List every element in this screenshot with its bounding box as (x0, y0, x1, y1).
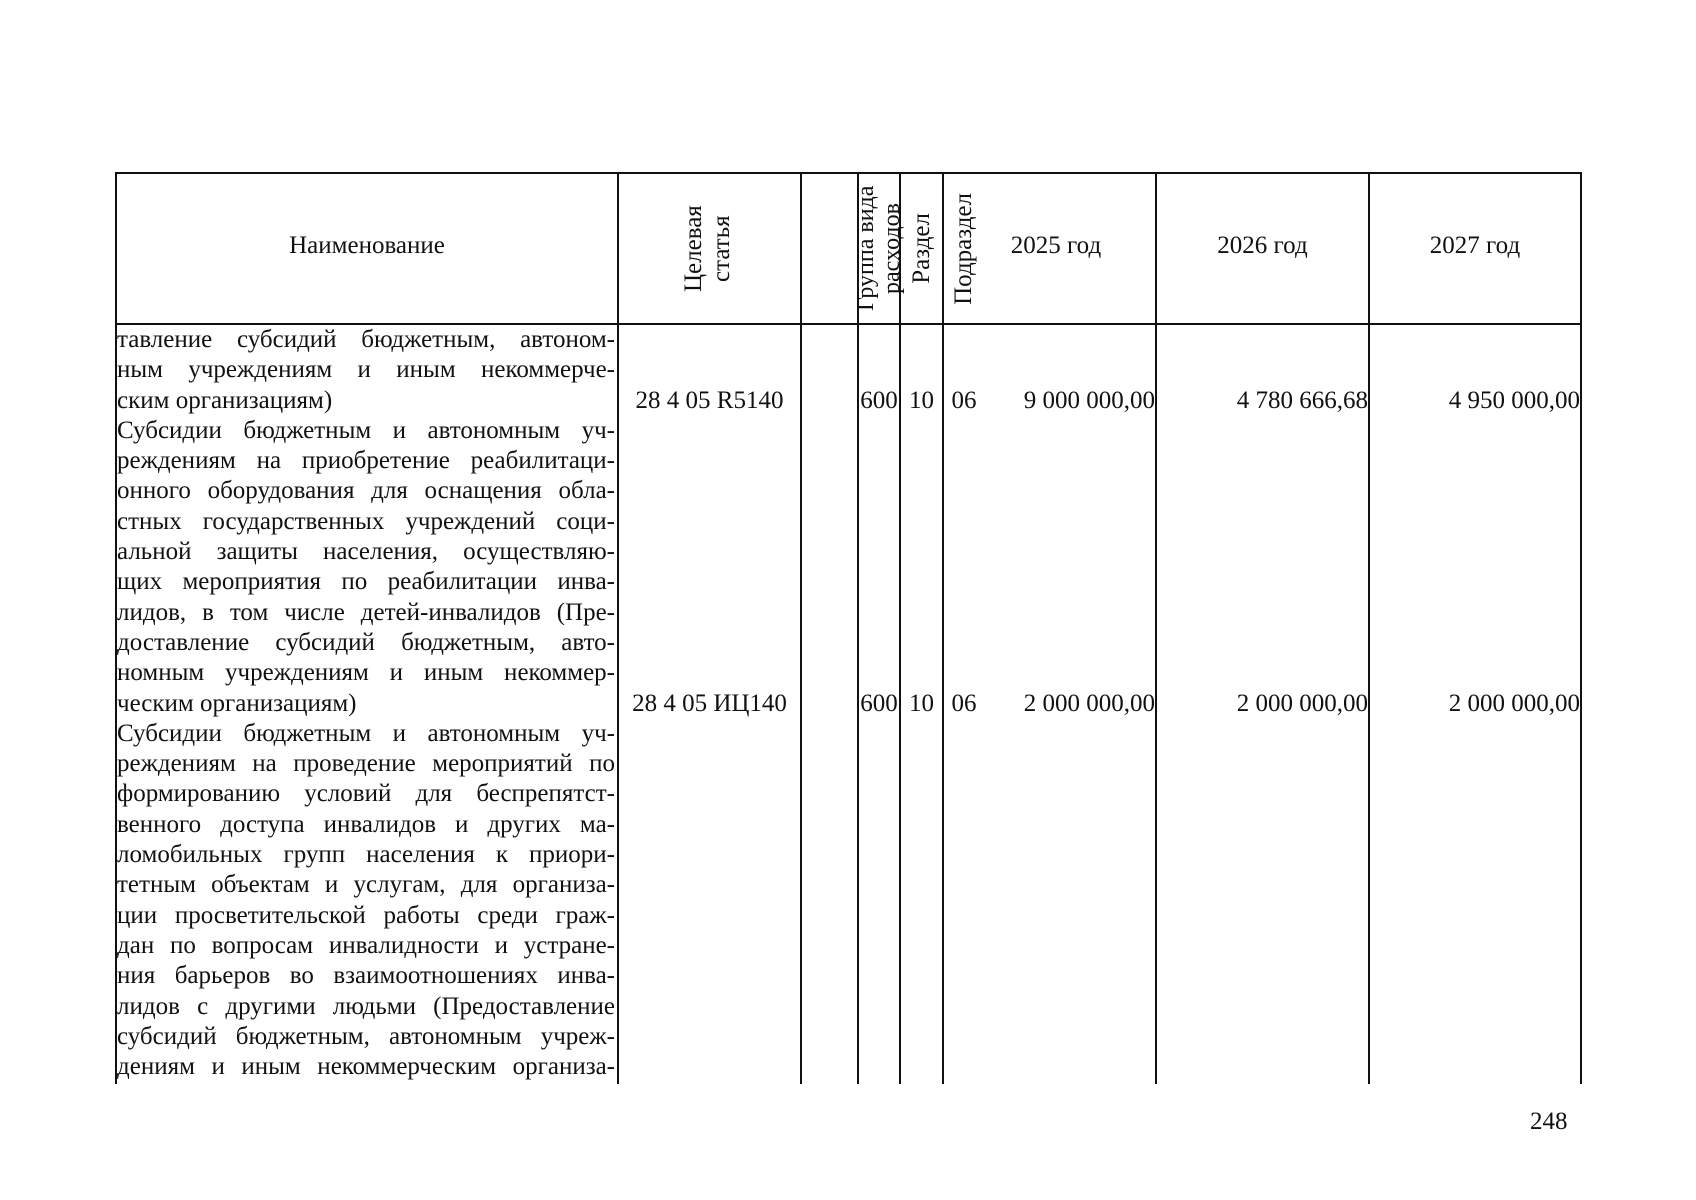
header-2025: 2025 год (1010, 232, 1102, 259)
col-divider-article (800, 172, 802, 1084)
header-section: Раздел (907, 213, 935, 284)
header-name: Наименование (289, 232, 445, 259)
header-expense-group: Группа вида расходов (853, 185, 905, 312)
row1-expense-group: 600 (860, 387, 898, 414)
name-line: ским организациям) (117, 386, 333, 414)
name-line: лидов с другими людьми (Предоставление (117, 992, 615, 1020)
name-line: реждениям на приобретение реабилитаци- (117, 447, 615, 475)
name-column-text (117, 325, 615, 1082)
row2-expense-group: 600 (860, 690, 898, 717)
row2-2025: 2 000 000,00 (1023, 690, 1155, 717)
row1-2027: 4 950 000,00 (1448, 387, 1580, 414)
name-line: тавление субсидий бюджетным, автоном- (117, 326, 615, 353)
name-line: ломобильных групп населения к приори- (117, 841, 615, 869)
name-line: дениям и иным некоммерческим организа- (117, 1053, 615, 1081)
name-line: Субсидии бюджетным и автономным уч- (117, 719, 615, 747)
name-line: стных государственных учреждений соци- (117, 507, 615, 535)
name-line: альной защиты населения, осуществляю- (117, 538, 615, 566)
name-line: лидов, в том числе детей-инвалидов (Пре- (117, 598, 615, 626)
name-line: щих мероприятия по реабилитации инва- (117, 568, 615, 596)
name-line: дан по вопросам инвалидности и устране- (117, 931, 615, 959)
name-line: доставление субсидий бюджетным, авто- (117, 628, 615, 656)
page-number: 248 (1530, 1108, 1568, 1135)
header-subsection: Подраздел (950, 192, 977, 305)
row2-2026: 2 000 000,00 (1236, 690, 1368, 717)
row2-2027: 2 000 000,00 (1448, 690, 1580, 717)
name-line: тетным объектам и услугам, для организа- (117, 871, 615, 899)
table-right-border (1580, 172, 1582, 1084)
name-line: субсидий бюджетным, автономным учреж- (117, 1022, 615, 1050)
col-divider-2025 (1155, 172, 1157, 1084)
header-target-article: Целевая статья (679, 205, 735, 292)
name-line: венного доступа инвалидов и других ма- (117, 810, 615, 838)
name-line: ным учреждениям и иным некоммерче- (117, 356, 615, 384)
name-line: ческим организациям) (117, 689, 357, 717)
row2-target-article: 28 4 05 ИЦ140 (632, 690, 787, 717)
header-2027: 2027 год (1429, 232, 1521, 259)
header-section-cell (901, 174, 942, 323)
name-line: онного оборудования для оснащения обла- (117, 477, 615, 505)
row1-section: 10 (909, 387, 934, 414)
row2-subsection: 06 (951, 690, 977, 717)
row1-target-article: 28 4 05 R5140 (635, 387, 784, 414)
table-top-border (115, 172, 1582, 174)
budget-table (115, 172, 1582, 1084)
name-line: номным учреждениям и иным некоммер- (117, 659, 615, 687)
header-expense-group-cell (853, 174, 905, 323)
name-line: ции просветительской работы среди граж- (117, 901, 615, 929)
row2-section: 10 (909, 690, 934, 717)
row1-2026: 4 780 666,68 (1236, 387, 1368, 414)
name-line: реждениям на проведение мероприятий по (117, 750, 615, 778)
name-line: ния барьеров во взаимоотношениях инва- (117, 962, 615, 990)
name-line: Субсидии бюджетным и автономным уч- (117, 416, 615, 444)
header-target-article-cell (619, 174, 800, 323)
col-divider-2026 (1368, 172, 1370, 1084)
header-2026: 2026 год (1217, 232, 1308, 259)
row1-subsection: 06 (951, 387, 977, 414)
row1-2025: 9 000 000,00 (1023, 387, 1155, 414)
name-line: формированию условий для беспрепятст- (117, 780, 615, 808)
